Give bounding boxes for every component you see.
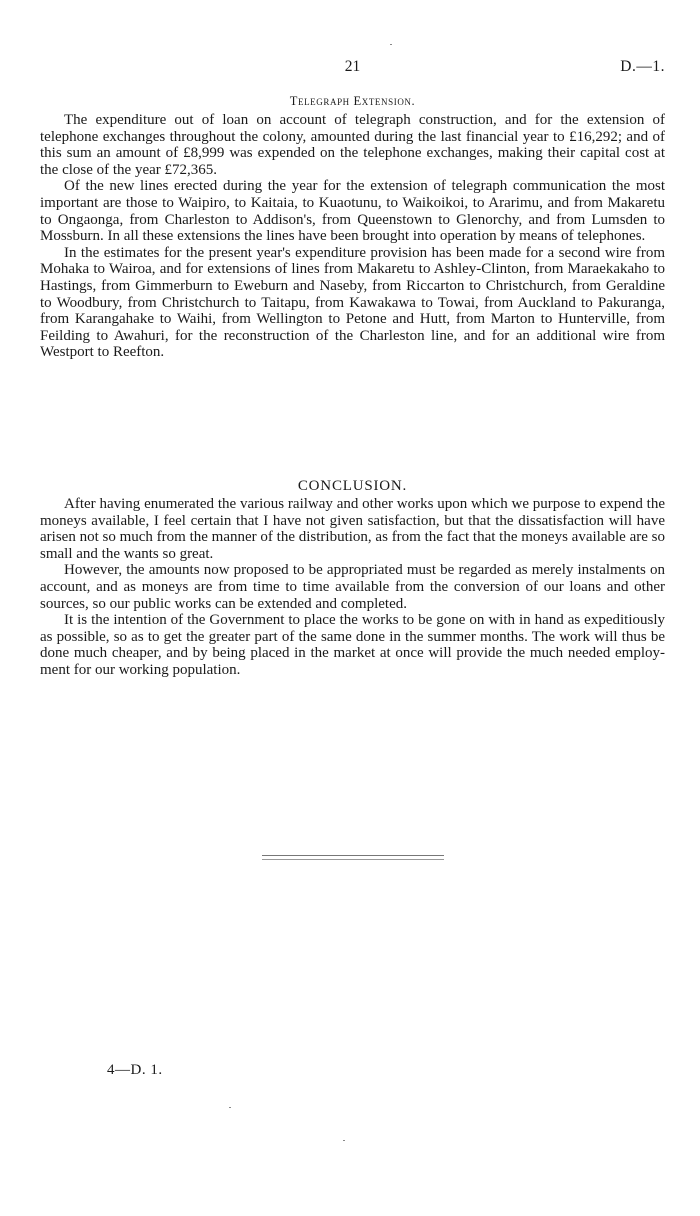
scan-speck [390, 44, 392, 45]
section-divider-rule [262, 855, 444, 860]
page-number: 21 [344, 58, 361, 75]
paragraph: The expenditure out of loan on account of telegraph construction, and for the extension of telephone exchanges throughout the colony, amounted during the last financial year to £16,292; and of this sum an amount of £8,999 was expended on the telephone exchanges, making their capital cost at the close of the year £72,365. [40, 112, 665, 178]
paragraph: It is the intention of the Government to place the works to be gone on with in hand as expeditiously as possible, so as to get the greater part of the same done in the summer months. The work will thus be done much cheaper, and by being placed in the market at once will provide the much needed employment for our working population. [40, 612, 665, 678]
document-code: D.—1. [620, 58, 665, 75]
paragraph: After having enumerated the various railway and other works upon which we purpose to expend the moneys available, I feel certain that I have not given satisfaction, but that the dissatisfaction will have arisen not so much from the manner of the distribution, as from the fact that the moneys available are so small and the wants so great. [40, 496, 665, 562]
paragraph: Of the new lines erected during the year for the extension of telegraph communication the most important are those to Waipiro, to Kaitaia, to Kuaotunu, to Waikoikoi, to Ararimu, and from Makaretu to Ongaonga, from Charleston to Addison's, from Queenstown to Glenorchy, and from Lumsden to Mossburn. In all these extensions the lines have been brought into operation by means of telephones. [40, 178, 665, 245]
scan-speck [229, 1107, 231, 1108]
paragraph: In the estimates for the present year's expenditure provision has been made for a second wire from Mohaka to Wairoa, and for extensions of lines from Makaretu to Ashley-Clinton, from Maraekakaho to Hastings, from Gimmerburn to Eweburn and Naseby, from Riccarton to Christchurch, from Geraldine to Woodbury, from Christchurch to Taitapu, from Kawakawa to Towai, from Auckland to Pakuranga, from Karangahake to Waihi, from Wellington to Petone and Hutt, from Marton to Hunterville, from Feilding to Awahuri, for the reconstruction of the Charleston line, and for an additional wire from Westport to Reefton. [40, 244, 665, 361]
printer-signature: 4—D. 1. [107, 1062, 163, 1078]
conclusion-section-title: CONCLUSION. [297, 478, 408, 494]
paragraph: However, the amounts now proposed to be appropriated must be regarded as merely instalments on account, and as moneys are from time to time available from the conversion of our loans and other sources, so our public works can be extended and completed. [40, 562, 665, 612]
page-header [40, 58, 665, 80]
telegraph-section-body [40, 112, 665, 361]
conclusion-section-body [40, 496, 665, 679]
telegraph-section-title: Telegraph Extension. [289, 94, 416, 108]
scan-speck [343, 1140, 345, 1141]
